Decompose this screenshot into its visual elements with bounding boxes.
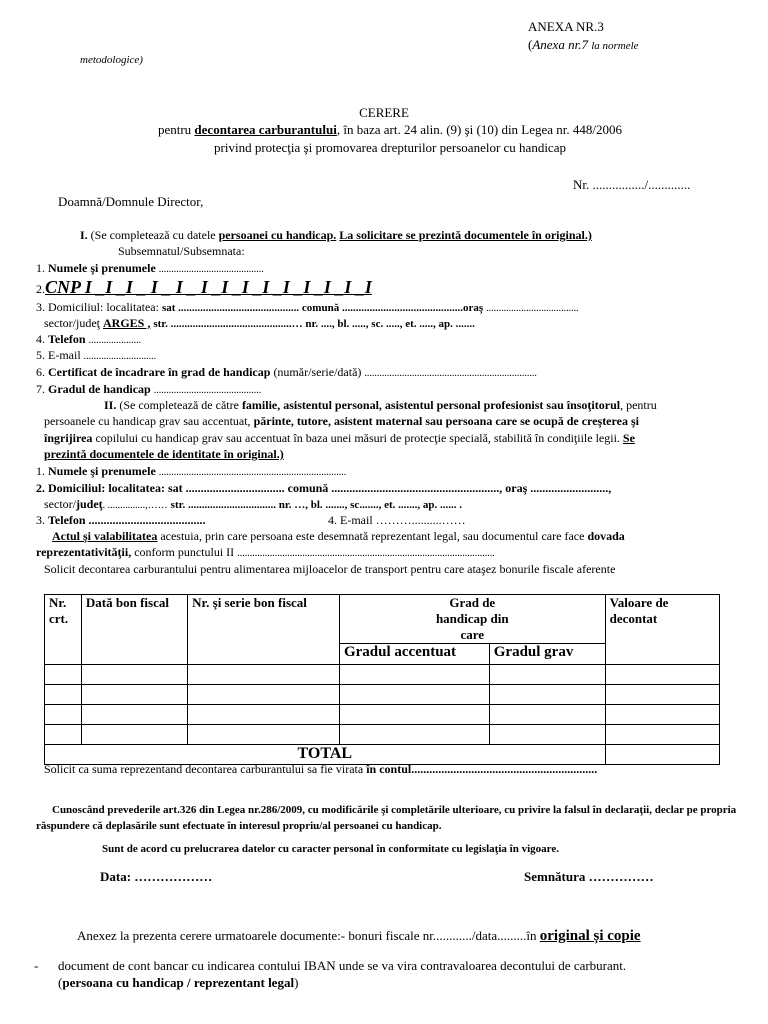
total-label: TOTAL (45, 745, 606, 765)
th-serie: Nr. şi serie bon fiscal (188, 595, 340, 665)
virata-text: Solicit ca suma reprezentand decontarea carburantului sa fie virata (44, 762, 364, 776)
virata-line[interactable] (44, 762, 597, 777)
section2-line3 (44, 431, 635, 446)
label-sector: sector/judeţ (44, 316, 100, 330)
dots: . ...............,…… (102, 500, 168, 511)
title-cerere: CERERE (359, 105, 409, 120)
bonuri-table (44, 594, 720, 765)
title-legea: , în baza art. 24 alin. (9) şi (10) din Legea nr. 448/2006 (336, 122, 623, 137)
section2-num: II. (104, 398, 117, 412)
s1-field-certificat[interactable] (36, 365, 537, 380)
repr-line[interactable] (36, 545, 495, 560)
label-telefon: Telefon ....................................... (48, 513, 206, 527)
num: 1. (36, 261, 45, 275)
anexa-ref-tail2: metodologice) (80, 54, 143, 66)
th-valoare: Valoare de decontat (605, 595, 719, 665)
total-value[interactable] (605, 745, 719, 765)
repr-label: reprezentativităţii, (36, 545, 132, 559)
s1-field-grad[interactable] (36, 382, 261, 397)
text-bold: îngrijirea (44, 431, 93, 445)
text-bold: părinte, tutore, asistent maternal sau persoana care se ocupă de creşterea şi (253, 414, 639, 428)
section1-persoanei: persoanei cu handicap. (218, 228, 337, 242)
text: copilului cu handicap grav sau accentuat în baza unei măsuri de protecţie specială, stabilită în condiţiile legii. (95, 431, 620, 445)
num: 3. (36, 513, 45, 527)
label-nume: Numele şi prenumele (48, 261, 156, 275)
certificat-hint: (număr/serie/dată) (273, 365, 362, 379)
act-dovada: dovada (587, 529, 625, 543)
anexez-original: original și copie (539, 928, 641, 944)
label-judet: judeţ (76, 497, 103, 511)
label-email: 5. E-mail (36, 348, 81, 362)
s1-field-domiciliu[interactable] (36, 300, 579, 315)
s2-field-nume[interactable] (36, 464, 346, 479)
section2-who: familie, asistentul personal, asistentul personal profesionist sau însoţitorul (241, 398, 621, 412)
dots: ..................................... (486, 303, 579, 314)
act-label: Actul şi valabilitatea (52, 529, 158, 543)
text: persoanele cu handicap grav sau accentuat, (44, 414, 251, 428)
num: 1. (36, 464, 45, 478)
salutation: Doamnă/Domnule Director, (58, 194, 204, 209)
virata-cont: în contul.............................................................. (366, 762, 598, 776)
table-row[interactable] (45, 665, 720, 685)
section2-line2 (44, 414, 639, 429)
solicit-line: Solicit decontarea carburantului pentru alimentarea mijloacelor de transport pentru care ataşez bonurile fiscale aferente (44, 562, 616, 576)
section1-num: I. (80, 228, 88, 242)
table-row[interactable] (45, 705, 720, 725)
section2-pentru: , pentru (620, 398, 657, 412)
label-sector: sector/ (44, 497, 76, 511)
s1-field-sector[interactable] (44, 316, 475, 331)
anexez-line (77, 928, 641, 945)
bullet-who-text: persoana cu handicap / reprezentant legal (62, 975, 295, 990)
section1-original: La solicitare se prezintă documentele în original.) (339, 228, 592, 242)
section1-intro: (Se completează cu datele (90, 228, 216, 242)
act-text: acestuia, prin care persoana este desemnată reprezentant legal, sau documentul care face (160, 529, 585, 543)
text-bold-u: Se (622, 431, 635, 445)
num: 2. (36, 282, 45, 296)
s2-field-email[interactable]: 4. E-mail ………..........…… (328, 513, 466, 527)
dots: ........................................... (153, 385, 262, 396)
s1-field-telefon[interactable] (36, 332, 141, 347)
dots: ..................... (88, 335, 142, 346)
dots: ..................................................................... (364, 368, 537, 379)
paren: ( (58, 975, 63, 990)
dots: ....................................................................................................... (237, 548, 495, 559)
dots-str: str. ................................ nr. …, bl. ......., sc......., et. ......., ap. ...... . (170, 499, 462, 511)
repr-text: conform punctului II (134, 545, 235, 559)
dots: ........................................................................... (158, 467, 347, 478)
s2-field-telefon[interactable] (36, 513, 206, 528)
bullet-who (58, 975, 298, 991)
table-row[interactable] (45, 725, 720, 745)
s1-field-cnp[interactable] (36, 277, 372, 298)
dots-str: str. ............................................… nr. ...., bl. ....., sc. ....., et. ....., ap. ....... (153, 318, 475, 330)
anexa-ref-tail: la normele (591, 40, 639, 52)
label-certificat: Certificat de încadrare în grad de handicap (48, 365, 271, 379)
label-domiciliu: 3. Domiciliul: localitatea: (36, 300, 159, 314)
declaratie: Cunoscând prevederile art.326 din Legea nr.286/2009, cu modificările şi completările ulterioare, cu privire la falsul în declaraţii, declar pe propria răspundere că deplasările sunt efectuate în interesul propriu/al persoanei cu handicap. (36, 804, 737, 832)
s1-field-nume[interactable] (36, 261, 264, 276)
label-telefon: Telefon (48, 332, 86, 346)
th-grav: Gradul grav (489, 644, 605, 665)
paren: ( (528, 37, 533, 52)
section1-heading (80, 228, 592, 243)
th-grad: Grad de handicap din care (339, 595, 605, 644)
th-accentuat: Gradul accentuat (339, 644, 489, 665)
anexa-ref: Anexa nr.7 (532, 37, 588, 52)
acord: Sunt de acord cu prelucrarea datelor cu caracter personal în conformitate cu legislaţia în vigoare. (102, 843, 559, 855)
s2-field-sector[interactable] (44, 497, 462, 512)
label-grad: Gradul de handicap (48, 382, 151, 396)
section2-intro: (Se completează de către (119, 398, 239, 412)
section2-line1 (104, 398, 657, 413)
anexez-text: Anexez la prezenta cerere urmatoarele documente:- bonuri fiscale nr............/data.........în (77, 928, 537, 943)
title-pentru: pentru (157, 122, 192, 137)
bullet-text: document de cont bancar cu indicarea contului IBAN unde se va vira contravaloarea decontului de carburant. (58, 958, 627, 973)
s1-field-email[interactable] (36, 348, 156, 363)
title-decontare: decontarea carburantului (194, 122, 337, 137)
table-row[interactable] (45, 685, 720, 705)
num: 6. (36, 365, 45, 379)
nr-field[interactable]: Nr. ................/............. (573, 177, 691, 192)
anexa-reference (528, 37, 639, 53)
paren: ) (294, 975, 299, 990)
num: 4. (36, 332, 45, 346)
data-field[interactable]: Data: ……………… (100, 869, 213, 884)
act-line (52, 529, 625, 544)
dots: ............................. (83, 351, 157, 362)
semnatura-field[interactable]: Semnătura …………… (524, 869, 654, 884)
label-nume: Numele şi prenumele (48, 464, 156, 478)
num: 7. (36, 382, 45, 396)
cnp-boxes: CNP I _I _I _ I _ I _ I _I _I _I _I _I _I _I _I (45, 277, 372, 297)
dots-sat: sat ............................................ comună ............................................oraş (161, 302, 484, 314)
dots: .......................................... (158, 264, 264, 275)
judet-value: ARGES , (102, 316, 151, 330)
section2-line4: prezintă documentele de identitate în original.) (44, 447, 284, 461)
anexa-number: ANEXA NR.3 (528, 19, 604, 34)
s2-field-domiciliu[interactable]: 2. Domiciliul: localitatea: sat ................................. comună ........................................................, oraş .........................., (36, 481, 612, 495)
title-line2: privind protecţia şi promovarea drepturilor persoanelor cu handicap (214, 140, 566, 155)
subsemnatul: Subsemnatul/Subsemnata: (118, 244, 245, 258)
th-data: Dată bon fiscal (81, 595, 187, 665)
th-nr: Nr. crt. (45, 595, 82, 665)
title-line1 (0, 122, 768, 138)
bullet-dash: - (34, 958, 39, 973)
